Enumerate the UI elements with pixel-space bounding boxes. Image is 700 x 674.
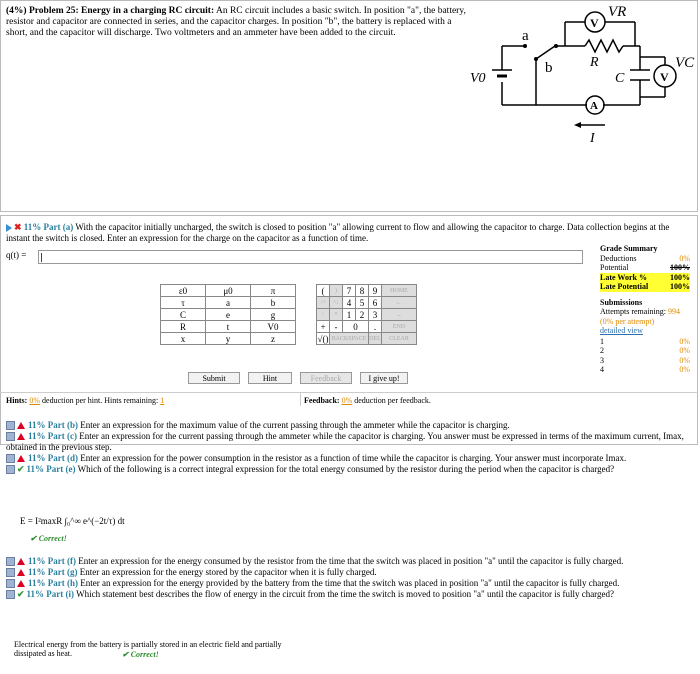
key-clear[interactable]: CLEAR [382,333,417,345]
part-e-correct-badge: ✔ Correct! [30,534,67,543]
label-c: C [615,71,625,86]
part-e-answer-expression: E = I²maxR ∫₀^∞ e^(−2t/τ) dt [20,516,125,526]
give-up-button[interactable]: I give up! [360,372,408,384]
parts-list [6,420,694,475]
part-text: Enter an expression for the current passing through the ammeter while the capacitor is charging. You answer must be expressed in terms of the maximum current, Imax, obtained in the previous step. [6,431,684,452]
submission-pct: 0% [679,336,690,346]
key-minus[interactable]: - [330,321,343,333]
label-v0: V0 [470,71,486,86]
submit-button[interactable]: Submit [188,372,240,384]
problem-statement [6,6,466,39]
warning-icon [17,558,25,565]
part-a-text: With the capacitor initially uncharged, the switch is closed to position "a" allowing current to flow and allowing the capacitor to charge. Data collection begins at the instant the switch is closed. Enter an expression for the charge on the capacitor as a function of time. [6,222,670,243]
key-open-paren[interactable]: ( [317,285,330,297]
submission-rows [600,337,690,375]
hints-bar [6,396,164,405]
part-text: Enter an expression for the maximum value of the current passing through the ammeter while the capacitor is charging. [80,420,510,430]
feedback-label: Feedback: [304,396,340,405]
key-home[interactable]: HOME [382,285,417,297]
part-text: Enter an expression for the energy consumed by the resistor from the time that the switch was placed in position "a" until the capacitor is fully charged. [78,556,624,566]
label-vr: VR [608,4,627,20]
hint-button[interactable]: Hint [248,372,292,384]
check-icon: ✔ [17,464,25,474]
submission-row [600,356,690,366]
expand-icon[interactable] [6,568,15,577]
key-del[interactable]: DEL [369,333,382,345]
part-label: 11% Part (b) [28,420,78,430]
label-a: a [522,28,529,44]
hints-remaining: 1 [160,396,165,405]
variable-keypad [160,284,296,345]
key-x[interactable]: x [161,333,206,345]
key-0[interactable]: 0 [343,321,369,333]
rc-circuit-diagram [470,2,698,147]
part-row[interactable] [6,556,694,567]
late-potential-value: 100% [670,282,690,291]
part-label: 11% Part (e) [26,464,76,474]
submission-num: 4 [600,365,604,374]
submission-pct: 0% [679,365,690,374]
warning-icon [17,455,25,462]
grade-title: Grade Summary [600,244,658,253]
part-label: 11% Part (i) [26,589,75,599]
feedback-bar [304,396,431,405]
per-attempt: (0% per attempt) [600,316,655,326]
late-potential-label: Late Potential [600,282,649,291]
key-3[interactable]: 3 [369,309,382,321]
key-left-arrow[interactable]: ← [382,297,417,309]
key-backspace[interactable]: BACKSPACE [330,333,369,345]
part-row[interactable] [6,464,694,475]
key-epsilon0[interactable]: ε0 [161,285,206,297]
part-text: Enter an expression for the energy stored by the capacitor when it is fully charged. [79,567,377,577]
key-6[interactable]: 6 [369,297,382,309]
label-r: R [590,55,599,70]
feedback-text: deduction per feedback. [354,396,431,405]
key-1[interactable]: 1 [343,309,356,321]
submissions-title: Submissions [600,297,643,307]
key-pi[interactable]: π [251,285,296,297]
warning-icon [17,433,25,440]
part-a-header [6,222,686,244]
submission-pct: 0% [679,346,690,355]
hints-text: deduction per hint. Hints remaining: [42,396,159,405]
answer-input[interactable] [38,250,583,264]
grade-summary [600,244,690,375]
part-row[interactable] [6,453,694,464]
part-text: Which statement best describes the flow of energy in the circuit from the time the switch is moved to position "a" until the capacitor is fully charged? [76,589,615,599]
detailed-view-link[interactable]: detailed view [600,326,643,335]
key-2[interactable]: 2 [356,309,369,321]
expand-icon[interactable] [6,465,15,474]
submission-num: 3 [600,355,604,365]
wrong-x-icon: ✖ [14,222,22,232]
submission-pct: 0% [679,355,690,365]
expand-icon[interactable] [6,590,15,599]
key-g[interactable]: g [251,309,296,321]
divider [0,392,698,393]
key-close-paren[interactable]: ) [330,285,343,297]
expand-icon[interactable] [6,454,15,463]
key-4[interactable]: 4 [343,297,356,309]
key-9[interactable]: 9 [369,285,382,297]
key-mu0[interactable]: μ0 [206,285,251,297]
hints-pct: 0% [29,396,41,405]
expand-icon[interactable] [6,421,15,430]
key-v0[interactable]: V0 [251,321,296,333]
key-c[interactable]: C [161,309,206,321]
key-8[interactable]: 8 [356,285,369,297]
key-7[interactable]: 7 [343,285,356,297]
warning-icon [17,422,25,429]
part-text: Enter an expression for the power consumption in the resistor as a function of time while the capacitor is charging. Your answer must incorporate Imax. [80,453,627,463]
expand-icon[interactable] [6,557,15,566]
problem-text: An RC circuit includes a basic switch. In position "a", the battery, resistor and capacitor are connected in series, and the capacitor charges. In position "b", the battery is replaced with a short, and the capacitor will discharge. Two voltmeters and an ammeter have been added to the circuit. [6,6,466,38]
expand-icon[interactable] [6,432,15,441]
key-tau[interactable]: τ [161,297,206,309]
hints-label: Hints: [6,396,28,405]
part-row[interactable] [6,589,694,600]
part-i-answer-text: Electrical energy from the battery is partially stored in an electric field and partially dissipated as heat. [14,640,282,658]
key-superscript-down[interactable]: ^↓ [330,297,343,309]
label-vc: VC [675,55,695,71]
parts-list-2 [6,556,694,600]
label-i: I [590,131,595,146]
key-plus[interactable]: + [317,321,330,333]
divider [300,392,301,406]
voltmeter-c-label: V [660,70,669,84]
attempts-label: Attempts remaining: [600,307,666,316]
warning-icon [17,569,25,576]
part-row[interactable] [6,578,694,589]
potential-value: 100% [670,263,690,272]
key-divide[interactable]: / [317,309,330,321]
number-keypad [316,284,417,345]
warning-icon [17,580,25,587]
voltmeter-r-label: V [590,16,599,30]
attempts-value: 994 [668,307,680,316]
part-label: 11% Part (c) [28,431,77,441]
text-caret [41,253,42,262]
check-icon: ✔ [17,589,25,599]
answer-label: q(t) = [6,250,27,260]
key-end[interactable]: END [382,321,417,333]
part-row[interactable] [6,567,694,578]
key-right-arrow[interactable]: → [382,309,417,321]
key-a[interactable]: a [206,297,251,309]
feedback-pct: 0% [341,396,353,405]
part-i-correct-badge: ✔ Correct! [122,650,159,659]
deductions-label: Deductions [600,253,637,263]
part-text: Enter an expression for the energy provided by the battery from the time that the switch was placed in position "a" until the capacitor is fully charged. [80,578,620,588]
key-5[interactable]: 5 [356,297,369,309]
part-label: 11% Part (f) [28,556,76,566]
part-label: 11% Part (g) [28,567,78,577]
submission-num: 1 [600,336,604,346]
key-r[interactable]: R [161,321,206,333]
part-row[interactable] [6,420,694,431]
problem-prefix: (4%) Problem 25: [6,6,79,16]
late-work-label: Late Work % [600,272,647,282]
part-a-label: 11% Part (a) [23,222,74,232]
key-z[interactable]: z [251,333,296,345]
key-dot[interactable]: . [369,321,382,333]
expand-icon[interactable] [6,224,12,232]
key-e[interactable]: e [206,309,251,321]
ammeter-label: A [590,100,598,112]
late-work-value: 100% [670,272,690,282]
submission-row [600,365,690,375]
problem-title: Energy in a charging RC circuit: [81,6,215,16]
part-label: 11% Part (h) [28,578,78,588]
part-text: Which of the following is a correct integral expression for the total energy consumed by the resistor during the period when the capacitor is charged? [77,464,615,474]
potential-label: Potential [600,263,629,272]
key-multiply[interactable]: * [330,309,343,321]
part-row[interactable] [6,431,694,453]
expand-icon[interactable] [6,579,15,588]
key-t[interactable]: t [206,321,251,333]
label-b: b [545,60,553,76]
submission-row [600,346,690,356]
key-b[interactable]: b [251,297,296,309]
key-superscript-up[interactable]: ↑^ [317,297,330,309]
part-label: 11% Part (d) [28,453,78,463]
key-sqrt[interactable]: √() [317,333,329,344]
deductions-value: 0% [679,253,690,263]
submission-row [600,337,690,347]
feedback-button[interactable]: Feedback [300,372,352,384]
key-y[interactable]: y [206,333,251,345]
submission-num: 2 [600,346,604,355]
